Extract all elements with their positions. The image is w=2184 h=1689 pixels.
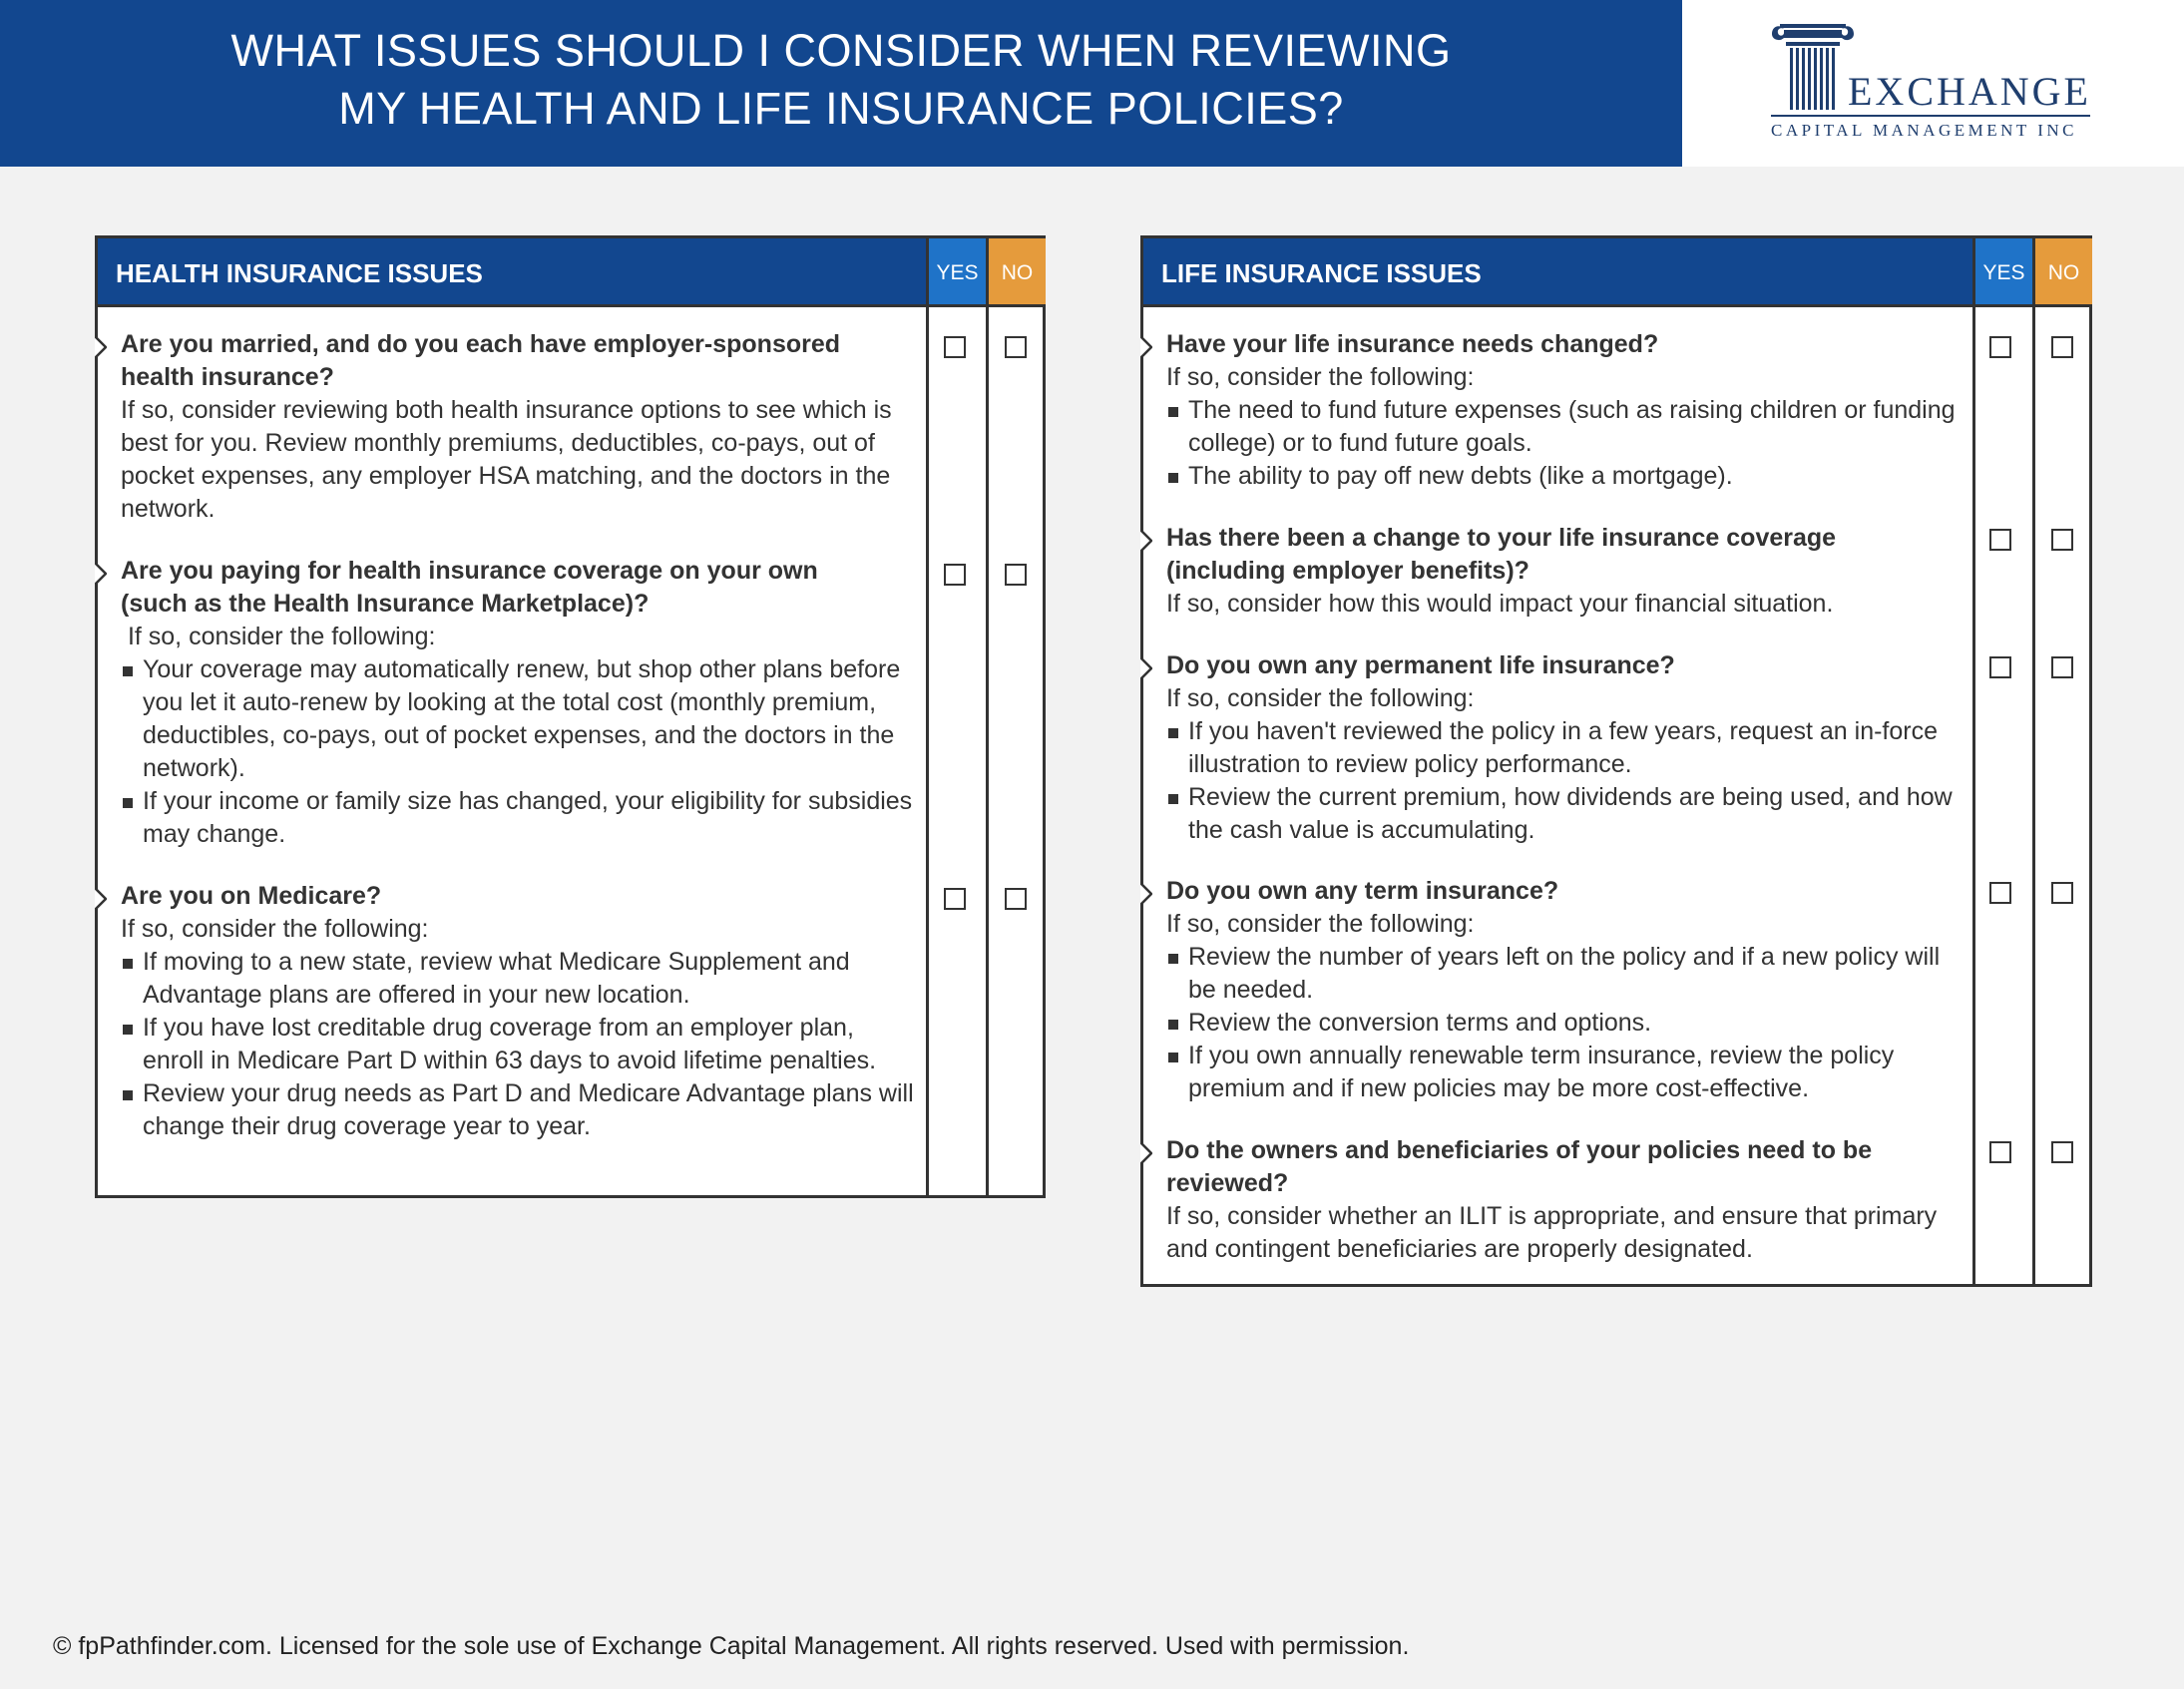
column-divider: [926, 307, 929, 1195]
chevron-right-icon: [1140, 883, 1152, 905]
health-q2-no-checkbox[interactable]: [1005, 564, 1027, 586]
life-panel-header: [1143, 238, 1972, 307]
health-yes-column-header: YES: [926, 238, 986, 307]
list-item: The need to fund future expenses (such as raising children or funding college) or to fund future goals.: [1166, 394, 1965, 460]
health-bullets-2: [121, 653, 919, 851]
list-item: If you own annually renewable term insurance, review the policy premium and if new policies may be more cost-effective.: [1166, 1040, 1965, 1105]
health-intro-2: If so, consider the following:: [121, 623, 436, 650]
column-pillar-icon: [1768, 20, 1858, 116]
life-q3-yes-checkbox[interactable]: [1989, 656, 2011, 678]
column-divider: [986, 307, 989, 1195]
logo-company-subtitle: CAPITAL MANAGEMENT INC: [1771, 121, 2078, 140]
life-question-4: [1166, 875, 1965, 908]
life-intro-1: If so, consider the following:: [1166, 363, 1475, 391]
life-q1-yes-checkbox[interactable]: [1989, 336, 2011, 358]
life-answer-5: If so, consider whether an ILIT is appropriate, and ensure that primary and contingent beneficiaries are properly designated.: [1166, 1202, 1938, 1263]
life-q2-no-checkbox[interactable]: [2051, 529, 2073, 551]
health-q2-yes-checkbox[interactable]: [944, 564, 966, 586]
life-q4-no-checkbox[interactable]: [2051, 882, 2073, 904]
chevron-right-icon: [1140, 530, 1152, 552]
health-intro-3: If so, consider the following:: [121, 915, 429, 943]
list-item: Review the conversion terms and options.: [1166, 1007, 1965, 1040]
health-insurance-panel: [95, 235, 1046, 1198]
health-question-2: [121, 555, 919, 621]
logo-company-name: EXCHANGE: [1848, 69, 2091, 114]
list-item: If you have lost creditable drug coverage from an employer plan, enroll in Medicare Part D within 63 days to avoid lifetime penalties.: [121, 1012, 919, 1077]
health-bullets-3: [121, 946, 919, 1143]
logo-divider: [1771, 115, 2090, 117]
column-divider: [2032, 307, 2035, 1284]
question-line: Has there been a change to your life insurance coverage: [1166, 524, 1837, 552]
life-q5-no-checkbox[interactable]: [2051, 1141, 2073, 1163]
health-panel-title: HEALTH INSURANCE ISSUES: [116, 258, 483, 288]
list-item: Your coverage may automatically renew, but shop other plans before you let it auto-renew by looking at the total cost (monthly premium, deductibles, co-pays, out of pocket expenses, and the doctors in the network).: [121, 653, 919, 785]
life-q1-no-checkbox[interactable]: [2051, 336, 2073, 358]
life-question-5: [1166, 1134, 1965, 1200]
life-bullets-1: [1166, 394, 1965, 493]
chevron-right-icon: [1140, 1142, 1152, 1164]
health-no-column-header: NO: [986, 238, 1046, 307]
question-line: Have your life insurance needs changed?: [1166, 330, 1659, 358]
life-yes-column-header: YES: [1972, 238, 2032, 307]
chevron-right-icon: [1140, 336, 1152, 358]
question-line: (such as the Health Insurance Marketplace)?: [121, 590, 650, 618]
question-line: Do the owners and beneficiaries of your policies need to be: [1166, 1136, 1873, 1164]
life-q5-yes-checkbox[interactable]: [1989, 1141, 2011, 1163]
life-question-3: [1166, 649, 1965, 682]
life-no-column-header: NO: [2032, 238, 2092, 307]
list-item: Review the current premium, how dividends are being used, and how the cash value is accumulating.: [1166, 781, 1965, 847]
life-bullets-3: [1166, 715, 1965, 847]
life-q2-yes-checkbox[interactable]: [1989, 529, 2011, 551]
header-banner: [0, 0, 1682, 167]
question-line: Do you own any permanent life insurance?: [1166, 651, 1675, 679]
list-item: Review the number of years left on the policy and if a new policy will be needed.: [1166, 941, 1965, 1007]
question-line: (including employer benefits)?: [1166, 557, 1529, 585]
life-q4-yes-checkbox[interactable]: [1989, 882, 2011, 904]
health-question-3: [121, 880, 919, 913]
life-panel-title: LIFE INSURANCE ISSUES: [1161, 258, 1482, 288]
page-title-line-1: WHAT ISSUES SHOULD I CONSIDER WHEN REVIEWING: [230, 25, 1452, 76]
chevron-right-icon: [1140, 657, 1152, 679]
chevron-right-icon: [95, 888, 107, 910]
question-line: Do you own any term insurance?: [1166, 877, 1559, 905]
life-bullets-4: [1166, 941, 1965, 1105]
page-title-line-2: MY HEALTH AND LIFE INSURANCE POLICIES?: [338, 83, 1344, 134]
list-item: Review your drug needs as Part D and Medicare Advantage plans will change their drug coverage year to year.: [121, 1077, 919, 1143]
health-q1-yes-checkbox[interactable]: [944, 336, 966, 358]
list-item: If you haven't reviewed the policy in a few years, request an in-force illustration to review policy performance.: [1166, 715, 1965, 781]
life-question-1: [1166, 328, 1965, 361]
list-item: If your income or family size has changed, your eligibility for subsidies may change.: [121, 785, 919, 851]
chevron-right-icon: [95, 563, 107, 585]
life-q3-no-checkbox[interactable]: [2051, 656, 2073, 678]
column-divider: [1972, 307, 1975, 1284]
health-answer-1: If so, consider reviewing both health insurance options to see which is best for you. Review monthly premiums, deductibles, co-pays, out of pocket expenses, any employer HSA matching, and the doctors in the network.: [121, 396, 892, 523]
health-question-1: [121, 328, 919, 394]
health-panel-header: [98, 238, 926, 307]
health-q3-yes-checkbox[interactable]: [944, 888, 966, 910]
health-q3-no-checkbox[interactable]: [1005, 888, 1027, 910]
life-intro-3: If so, consider the following:: [1166, 684, 1475, 712]
list-item: If moving to a new state, review what Medicare Supplement and Advantage plans are offered in your new location.: [121, 946, 919, 1012]
copyright-footer: © fpPathfinder.com. Licensed for the sole use of Exchange Capital Management. All rights reserved. Used with permission.: [53, 1632, 1410, 1660]
question-line: Are you paying for health insurance coverage on your own: [121, 557, 818, 585]
page-title: [0, 22, 1682, 138]
question-line: Are you married, and do you each have employer-sponsored: [121, 330, 841, 358]
question-line: Are you on Medicare?: [121, 882, 382, 910]
life-answer-2: If so, consider how this would impact your financial situation.: [1166, 590, 1834, 618]
question-line: reviewed?: [1166, 1169, 1289, 1197]
chevron-right-icon: [95, 336, 107, 358]
question-line: health insurance?: [121, 363, 334, 391]
life-question-2: [1166, 522, 1965, 588]
life-intro-4: If so, consider the following:: [1166, 910, 1475, 938]
life-insurance-panel: [1140, 235, 2092, 1287]
health-q1-no-checkbox[interactable]: [1005, 336, 1027, 358]
list-item: The ability to pay off new debts (like a mortgage).: [1166, 460, 1965, 493]
